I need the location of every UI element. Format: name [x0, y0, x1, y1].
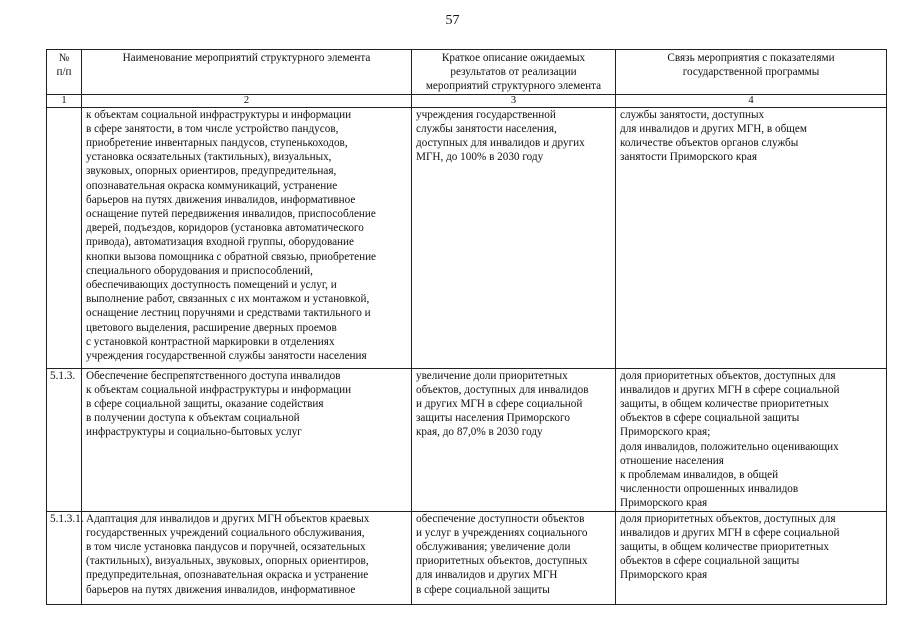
text-line: защиты, в общем количестве приоритетных	[620, 541, 829, 554]
text-line: объектов, доступных для инвалидов	[416, 383, 589, 396]
text-line: для инвалидов и других МГН	[416, 569, 558, 582]
column-index-row	[47, 94, 887, 107]
text-line: в сфере социальной защиты	[416, 583, 550, 596]
table-row	[47, 368, 887, 511]
text-line: оснащение путей передвижения инвалидов, приспособление	[86, 208, 376, 221]
text-line: в сфере занятости, в том числе устройство пандусов,	[86, 122, 339, 135]
text-line: доля приоритетных объектов, доступных для	[620, 369, 836, 382]
column-index: 1	[47, 94, 82, 107]
column-index: 4	[616, 94, 887, 107]
header-line: государственной программы	[682, 66, 820, 79]
text-line: края, до 87,0% в 2030 году	[416, 426, 543, 439]
text-line: инвалидов и других МГН в сфере социальной	[620, 383, 840, 396]
text-line: доля приоритетных объектов, доступных для	[620, 512, 836, 525]
text-line: кнопки вызова помощника с обратной связью, приобретение	[86, 250, 377, 263]
header-line: мероприятий структурного элемента	[425, 80, 602, 93]
header-link	[616, 50, 887, 95]
text-line: в получении доступа к объектам социальной	[86, 412, 300, 425]
text-line: специального оборудования и приспособлений,	[86, 264, 313, 277]
header-line: результатов от реализации	[450, 66, 577, 79]
text-line: обслуживания; увеличение доли	[416, 541, 571, 554]
text-line: службы занятости, доступных	[620, 108, 765, 121]
text-line: для инвалидов и других МГН, в общем	[620, 122, 807, 135]
text-line: к объектам социальной инфраструктуры и информации	[86, 383, 352, 396]
expected-result-cell	[412, 511, 616, 604]
column-index: 3	[412, 94, 616, 107]
text-line: выполнение работ, связанных с их монтажом и установкой,	[86, 293, 370, 306]
text-line: инвалидов и других МГН в сфере социальной	[620, 526, 840, 539]
measures-table	[46, 49, 887, 605]
text-line: установка осязательных (тактильных), визуальных,	[86, 151, 332, 164]
indicator-link-cell	[616, 368, 887, 511]
text-line: объектов в сфере социальной защиты	[620, 412, 800, 425]
text-line: доступных для инвалидов и других	[416, 137, 585, 150]
expected-result-cell	[412, 107, 616, 368]
text-line: учреждения государственной	[416, 108, 556, 121]
text-line: звуковых, опорных ориентиров, предупредительная,	[86, 165, 337, 178]
text-line: Приморского края;	[620, 426, 711, 439]
table-row	[47, 107, 887, 368]
text-line: Адаптация для инвалидов и других МГН объектов краевых	[86, 512, 370, 525]
text-line: к проблемам инвалидов, в общей	[620, 469, 779, 482]
table-row	[47, 511, 887, 604]
text-line: (тактильных), визуальных, звуковых, опорных ориентиров,	[86, 555, 369, 568]
measure-name-cell	[82, 368, 412, 511]
text-line: Приморского края	[620, 569, 708, 582]
text-line: приоритетных объектов, доступных	[416, 555, 588, 568]
text-line: предупредительная, опознавательная окраска и устранение	[86, 569, 369, 582]
text-line: приобретение инвентарных пандусов, ступенькоходов,	[86, 137, 348, 150]
text-line: в том числе установка пандусов и поручней, осязательных	[86, 541, 366, 554]
text-line: увеличение доли приоритетных	[416, 369, 568, 382]
header-line: Наименование мероприятий структурного элемента	[122, 52, 371, 64]
row-number	[47, 107, 82, 368]
text-line: опознавательная окраска коммуникаций, устранение	[86, 179, 338, 192]
text-line: инфраструктуры и социально-бытовых услуг	[86, 426, 302, 439]
text-line: занятости Приморского края	[620, 151, 757, 164]
text-line: защиты населения Приморского	[416, 412, 570, 425]
text-line: численности опрошенных инвалидов	[620, 483, 799, 496]
text-line: в сфере социальной защиты, оказание содействия	[86, 398, 324, 411]
row-number: 5.1.3.1.	[47, 511, 82, 604]
header-number	[47, 50, 82, 95]
header-name	[82, 50, 412, 95]
text-line: к объектам социальной инфраструктуры и информации	[86, 108, 352, 121]
measure-name-cell	[82, 107, 412, 368]
text-line: и других МГН в сфере социальной	[416, 398, 583, 411]
text-line: привода), автоматизация входной группы, оборудование	[86, 236, 354, 249]
text-line: цветового выделения, расширение дверных проемов	[86, 321, 337, 334]
expected-result-cell	[412, 368, 616, 511]
text-line: обеспечивающих доступность помещений и услуг, и	[86, 279, 337, 292]
text-line: с установкой контрастной маркировки в отделениях	[86, 335, 335, 348]
text-line: Обеспечение беспрепятственного доступа инвалидов	[86, 369, 341, 382]
header-line: п/п	[56, 66, 72, 79]
text-line: МГН, до 100% в 2030 году	[416, 151, 544, 164]
text-line: количестве объектов органов службы	[620, 137, 799, 150]
text-line: барьеров на путях движения инвалидов, информативное	[86, 583, 356, 596]
text-line: службы занятости населения,	[416, 122, 557, 135]
table-header-row	[47, 50, 887, 95]
header-result	[412, 50, 616, 95]
header-line: Связь мероприятия с показателями	[667, 52, 835, 64]
text-line: объектов в сфере социальной защиты	[620, 555, 800, 568]
text-line: Приморского края	[620, 497, 708, 510]
text-line: и услуг в учреждениях социального	[416, 526, 588, 539]
text-line: защиты, в общем количестве приоритетных	[620, 398, 829, 411]
row-number: 5.1.3.	[47, 368, 82, 511]
text-line: дверей, подъездов, коридоров (установка автоматического	[86, 222, 364, 235]
text-line: учреждения государственной службы занятости населения	[86, 350, 367, 363]
measure-name-cell	[82, 511, 412, 604]
text-line: обеспечение доступности объектов	[416, 512, 585, 525]
indicator-link-cell	[616, 107, 887, 368]
header-line: №	[58, 52, 70, 64]
page-number: 57	[445, 13, 460, 28]
text-line: оснащение лестниц поручнями и средствами тактильного и	[86, 307, 371, 320]
column-index: 2	[82, 94, 412, 107]
header-line: Краткое описание ожидаемых	[441, 52, 586, 64]
text-line: доля инвалидов, положительно оценивающих	[620, 440, 839, 453]
text-line: государственных учреждений социального обслуживания,	[86, 526, 365, 539]
text-line: отношение населения	[620, 454, 724, 467]
indicator-link-cell	[616, 511, 887, 604]
text-line: барьеров на путях движения инвалидов, информативное	[86, 193, 356, 206]
